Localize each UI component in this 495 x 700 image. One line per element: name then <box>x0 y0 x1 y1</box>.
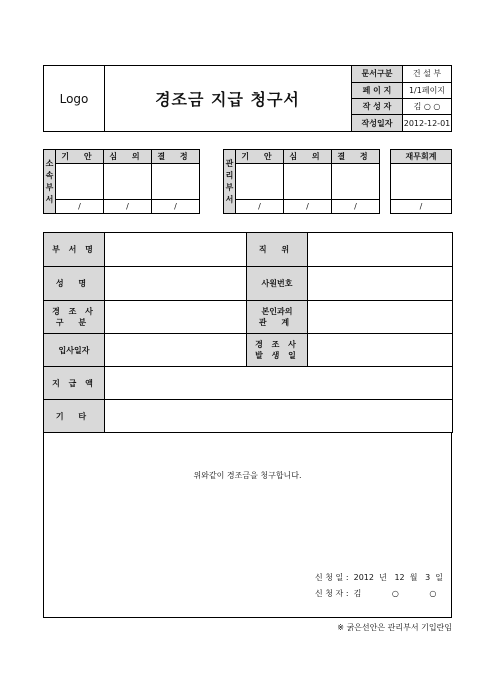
meta-row <box>352 99 452 115</box>
approval-dept-side-label: 소 속 부 서 <box>44 150 56 214</box>
meta-value: 1/1페이지 <box>403 82 452 98</box>
join-date-label: 입사일자 <box>44 334 105 367</box>
name-circle: ○ <box>391 589 399 598</box>
meta-key: 작 성 자 <box>352 99 403 115</box>
meta-key: 페 이 지 <box>352 82 403 98</box>
approval-date: / <box>284 200 332 214</box>
month-unit: 월 <box>409 573 418 582</box>
statement-box <box>43 432 452 618</box>
meta-value: 김 ○ ○ <box>403 99 452 115</box>
meta-value: 건 설 부 <box>403 66 452 82</box>
applicant-label: 신 청 자 : <box>315 589 349 598</box>
approval-date: / <box>56 200 104 214</box>
meta-key: 문서구분 <box>352 66 403 82</box>
name-circle: ○ <box>429 589 437 598</box>
document-meta-table <box>351 66 451 131</box>
event-type-field[interactable] <box>105 301 247 334</box>
applicant-name[interactable]: 김 <box>353 589 362 598</box>
day-value[interactable]: 3 <box>425 573 431 582</box>
approval-mgmt-side-label: 관 리 부 서 <box>224 150 236 214</box>
amount-label: 지 급 액 <box>44 367 105 400</box>
relation-label: 본인과의 관 계 <box>247 301 308 334</box>
approval-date: / <box>236 200 284 214</box>
position-label: 직 위 <box>247 233 308 267</box>
year-unit: 년 <box>379 573 387 582</box>
approval-mgmt-table <box>223 149 380 214</box>
signature-box[interactable] <box>104 164 152 200</box>
day-unit: 일 <box>435 573 444 582</box>
applicant-line <box>315 588 436 599</box>
signature-box[interactable] <box>56 164 104 200</box>
meta-row <box>352 115 452 131</box>
approval-date: / <box>152 200 200 214</box>
relation-field[interactable] <box>308 301 453 334</box>
employee-no-label: 사원번호 <box>247 267 308 301</box>
approval-date: / <box>391 200 452 214</box>
signature-box[interactable] <box>152 164 200 200</box>
other-field[interactable] <box>105 400 453 433</box>
application-date-line <box>315 572 443 583</box>
meta-row <box>352 82 452 98</box>
approval-col-header: 심 의 <box>284 150 332 164</box>
applicant-info-table <box>43 232 453 433</box>
meta-value: 2012-12-01 <box>403 115 452 131</box>
approval-col-header: 재무회계 <box>391 150 452 164</box>
year-value[interactable]: 2012 <box>353 573 374 582</box>
approval-col-header: 결 정 <box>332 150 380 164</box>
approval-col-header: 심 의 <box>104 150 152 164</box>
event-date-field[interactable] <box>308 334 453 367</box>
other-label: 기 타 <box>44 400 105 433</box>
approval-dept-table <box>43 149 200 214</box>
join-date-field[interactable] <box>105 334 247 367</box>
footnote: ※ 굵은선안은 관리부서 기입란임 <box>337 623 452 632</box>
approval-finance-table <box>390 149 452 214</box>
dept-label: 부 서 명 <box>44 233 105 267</box>
approval-col-header: 기 안 <box>236 150 284 164</box>
signature-box[interactable] <box>236 164 284 200</box>
signature-box[interactable] <box>391 164 452 200</box>
dept-field[interactable] <box>105 233 247 267</box>
amount-field[interactable] <box>105 367 453 400</box>
approval-col-header: 결 정 <box>152 150 200 164</box>
date-label: 신 청 일 : <box>315 573 349 582</box>
document-title: 경조금 지급 청구서 <box>104 66 352 131</box>
signature-box[interactable] <box>332 164 380 200</box>
event-date-label: 경 조 사 발 생 일 <box>247 334 308 367</box>
approval-date: / <box>104 200 152 214</box>
employee-no-field[interactable] <box>308 267 453 301</box>
logo: Logo <box>44 66 105 131</box>
approval-col-header: 기 안 <box>56 150 104 164</box>
name-label: 성 명 <box>44 267 105 301</box>
name-field[interactable] <box>105 267 247 301</box>
position-field[interactable] <box>308 233 453 267</box>
meta-key: 작성일자 <box>352 115 403 131</box>
event-type-label: 경 조 사 구 분 <box>44 301 105 334</box>
meta-row <box>352 66 452 82</box>
document-header <box>43 65 452 132</box>
signature-box[interactable] <box>284 164 332 200</box>
month-value[interactable]: 12 <box>394 573 405 582</box>
approval-date: / <box>332 200 380 214</box>
statement-text: 위와같이 경조금을 청구합니다. <box>193 471 302 480</box>
